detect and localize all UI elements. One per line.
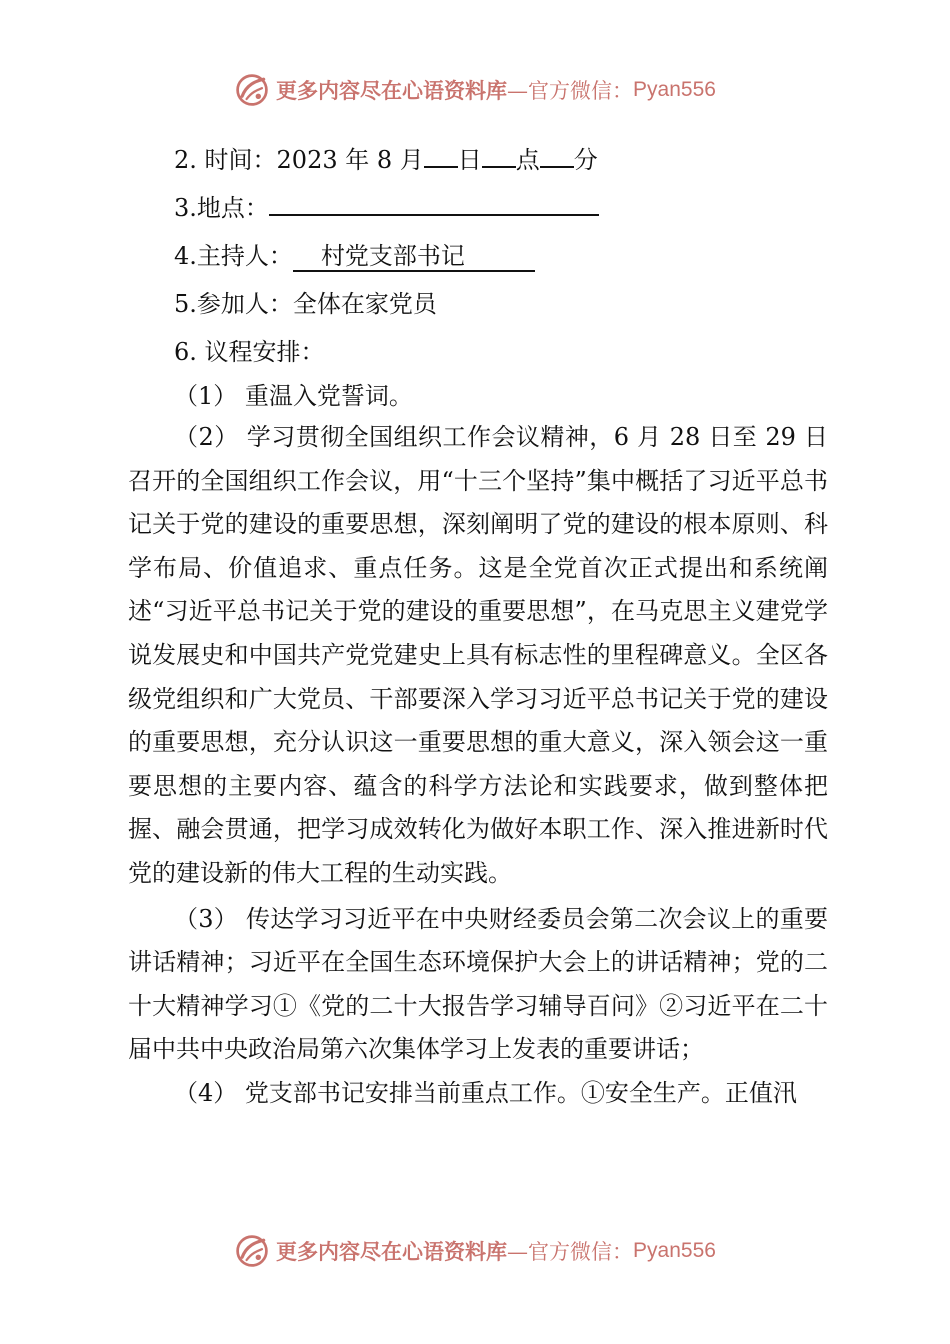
location-line <box>128 184 828 232</box>
time-line <box>128 136 828 184</box>
document-body <box>128 136 828 1116</box>
watermark-wechat-label: —官方微信： <box>507 1240 634 1264</box>
watermark-brand-text: 更多内容尽在心语资料库 <box>276 1239 508 1264</box>
agenda-item-text: 传达学习习近平在中央财经委员会第二次会议上的重要讲话精神；习近平在全国生态环境保护大会上的讲话精神；党的二十大精神学习①《党的二十大报告学习辅导百问》②习近平在二十届中共中央政治局第六次集体学习上发表的重要讲话； <box>128 904 828 1064</box>
agenda-item-text: 党支部书记安排当前重点工作。①安全生产。正值汛 <box>244 1078 797 1107</box>
day-label: 日 <box>457 146 482 174</box>
minute-blank <box>540 136 574 168</box>
agenda-item-number: （3） <box>174 904 239 933</box>
hour-blank <box>482 136 516 168</box>
agenda-item-4 <box>128 1072 828 1116</box>
agenda-item-number: （2） <box>174 423 239 451</box>
agenda-item-text: 学习贯彻全国组织工作会议精神，6 月 28 日至 29 日召开的全国组织工作会议，用“十三个坚持”集中概括了习近平总书记关于党的建设的重要思想，深刻阐明了党的建设的根本原则、科学布局、价值追求、重点任务。这是全党首次正式提出和系统阐述“习近平总书记关于党的建设的重要思想”，在马克思主义建党学说发展史和中国共产党党建史上具有标志性的里程碑意义。全区各级党组织和广大党员、干部要深入学习习近平总书记关于党的建设的重要思想，充分认识这一重要思想的重大意义，深入领会这一重要思想的主要内容、蕴含的科学方法论和实践要求，做到整体把握、融会贯通，把学习成效转化为做好本职工作、深入推进新时代党的建设新的伟大工程的生动实践。 <box>128 423 828 887</box>
header-watermark <box>0 72 950 108</box>
location-blank <box>269 184 599 216</box>
agenda-item-3 <box>128 898 828 1072</box>
agenda-item-2 <box>128 416 828 896</box>
agenda-item-text: 重温入党誓词。 <box>244 382 413 410</box>
watermark-brand-text: 更多内容尽在心语资料库 <box>276 78 508 103</box>
participants-line <box>128 280 828 328</box>
agenda-item-1 <box>128 376 828 416</box>
host-label: 4.主持人： <box>174 242 293 270</box>
brand-logo-icon <box>234 1233 270 1269</box>
brand-logo-icon <box>234 72 270 108</box>
host-line <box>128 232 828 280</box>
watermark-wechat-id: Pyan556 <box>633 78 716 101</box>
participants-value: 全体在家党员 <box>292 290 437 318</box>
agenda-item-number: （1） <box>174 382 238 410</box>
agenda-item-number: （4） <box>174 1078 238 1107</box>
day-blank <box>424 136 458 168</box>
hour-label: 点 <box>515 146 540 174</box>
agenda-label: 6. 议程安排： <box>174 338 325 366</box>
watermark-wechat-id: Pyan556 <box>633 1239 716 1262</box>
watermark-wechat-label: —官方微信： <box>507 79 634 103</box>
footer-watermark <box>0 1233 950 1269</box>
location-label: 3.地点： <box>174 194 269 222</box>
participants-label: 5.参加人： <box>174 290 293 318</box>
minute-label: 分 <box>573 146 598 174</box>
time-label: 2. 时间：2023 年 8 月 <box>174 146 424 174</box>
host-value: 村党支部书记 <box>293 242 535 272</box>
agenda-heading <box>128 328 828 376</box>
